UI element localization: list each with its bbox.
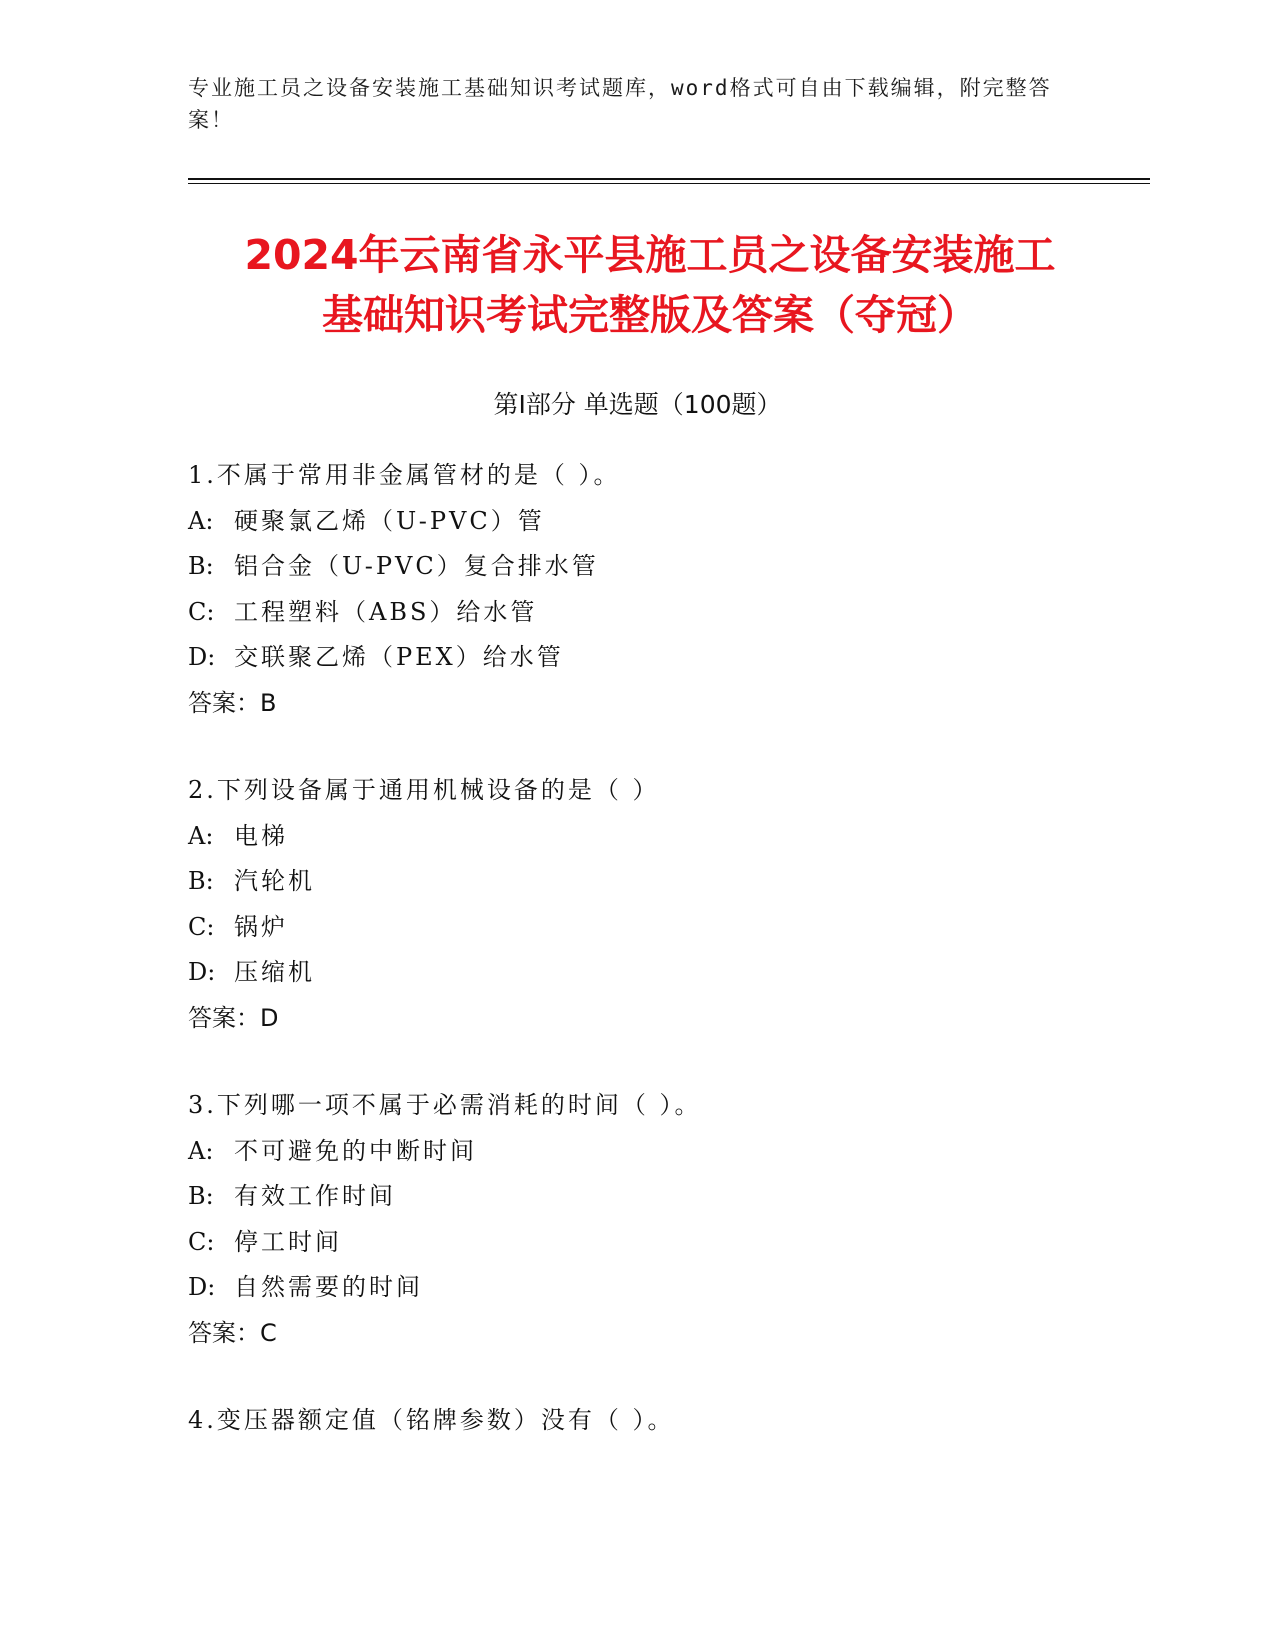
option-text: 电梯: [234, 821, 288, 850]
option-letter: D:: [188, 958, 216, 986]
option-text: 工程塑料（ABS）给水管: [234, 597, 538, 626]
option-d: [188, 950, 1148, 996]
option-text: 不可避免的中断时间: [234, 1136, 477, 1165]
option-letter: D:: [188, 643, 216, 671]
option-text: 停工时间: [234, 1227, 342, 1256]
answer-label: 答案：C: [188, 1318, 277, 1347]
question-stem: 2.下列设备属于通用机械设备的是（ ）: [188, 776, 660, 804]
question-1: [188, 453, 1148, 726]
document-title-line-1: 2024年云南省永平县施工员之设备安装施工: [244, 231, 1056, 279]
question-4: [188, 1398, 1148, 1444]
question-3: [188, 1083, 1148, 1356]
option-a: [188, 814, 1148, 860]
option-text: 锅炉: [234, 912, 288, 941]
option-text: 硬聚氯乙烯（U-PVC）管: [234, 506, 545, 535]
option-letter: C:: [188, 597, 215, 626]
option-text: 压缩机: [234, 958, 315, 986]
question-stem: 1.不属于常用非金属管材的是（ ）。: [188, 461, 621, 489]
option-text: 自然需要的时间: [234, 1273, 423, 1301]
option-a: [188, 1129, 1148, 1175]
option-text: 汽轮机: [234, 867, 315, 895]
option-c: [188, 1220, 1148, 1266]
option-letter: C:: [188, 912, 215, 941]
section-title: 第Ⅰ部分 单选题（100题）: [493, 390, 782, 419]
option-d: [188, 635, 1148, 681]
option-letter: C:: [188, 1227, 215, 1256]
header-divider-thin: [188, 183, 1150, 184]
option-letter: A:: [188, 506, 214, 535]
document-title-line-2: 基础知识考试完整版及答案（夺冠）: [322, 291, 978, 339]
option-letter: B:: [188, 1182, 214, 1210]
option-letter: B:: [188, 552, 214, 580]
option-text: 交联聚乙烯（PEX）给水管: [234, 643, 564, 671]
option-letter: A:: [188, 821, 214, 850]
document-title: [150, 225, 1150, 345]
option-text: 有效工作时间: [234, 1182, 396, 1210]
option-letter: A:: [188, 1136, 214, 1165]
option-a: [188, 499, 1148, 545]
header-divider-thick: [188, 178, 1150, 180]
question-2: [188, 768, 1148, 1041]
header-note: 专业施工员之设备安装施工基础知识考试题库，word格式可自由下载编辑，附完整答案！: [188, 76, 1052, 132]
option-letter: D:: [188, 1273, 216, 1301]
answer-label: 答案：D: [188, 1003, 279, 1032]
option-c: [188, 905, 1148, 951]
option-c: [188, 590, 1148, 636]
option-letter: B:: [188, 867, 214, 895]
option-b: [188, 1174, 1148, 1220]
answer-label: 答案：B: [188, 688, 277, 717]
option-b: [188, 859, 1148, 905]
option-text: 铝合金（U-PVC）复合排水管: [234, 552, 599, 580]
option-b: [188, 544, 1148, 590]
option-d: [188, 1265, 1148, 1311]
question-stem: 4.变压器额定值（铭牌参数）没有（ ）。: [188, 1406, 675, 1434]
question-stem: 3.下列哪一项不属于必需消耗的时间（ ）。: [188, 1091, 702, 1119]
